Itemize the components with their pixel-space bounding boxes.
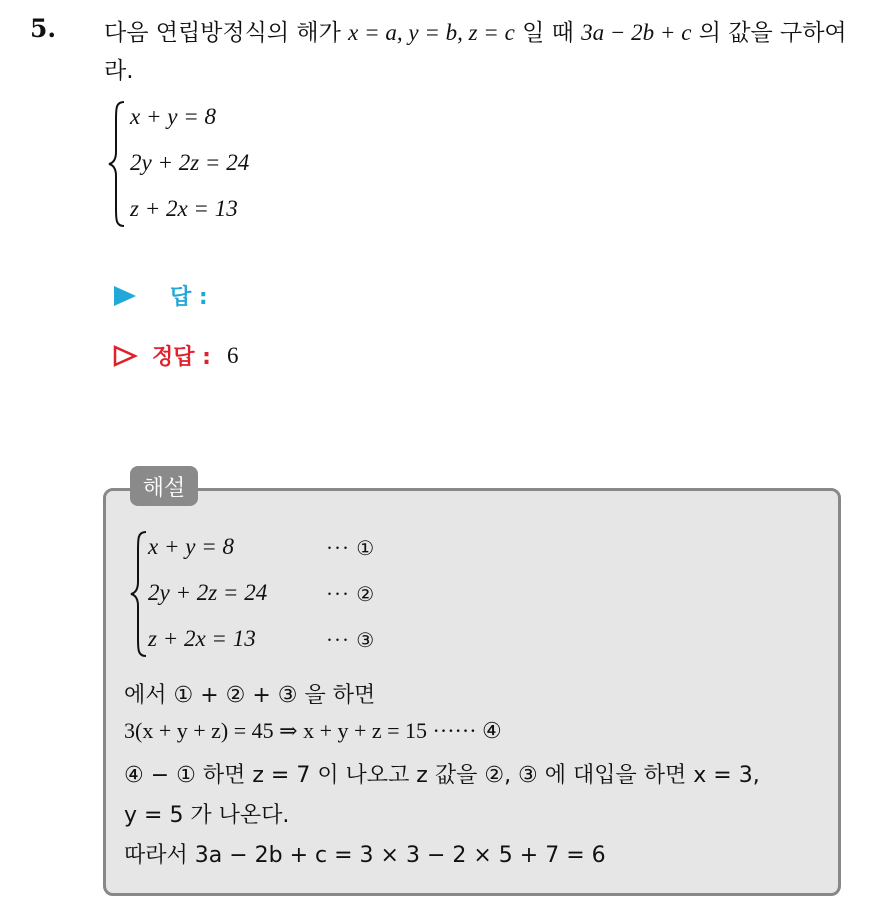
solution-line-4: y = 5 가 나온다.: [124, 803, 290, 828]
correct-answer-label: 정답 :: [152, 345, 211, 370]
circled-three-marker: ③: [356, 628, 376, 652]
answer-row: [112, 280, 208, 311]
circled-two-marker: ②: [356, 582, 376, 606]
equation-1: x + y = 8: [130, 104, 216, 129]
correct-answer-row: [112, 340, 238, 371]
question-number: 5.: [30, 14, 57, 43]
question-text-before: 다음 연립방정식의 해가: [104, 20, 349, 46]
equation-2: 2y + 2z = 24: [130, 150, 250, 175]
condition-z: z = c: [468, 20, 515, 45]
outline-triangle-icon: [112, 344, 138, 368]
solution-tab: 해설: [130, 466, 198, 506]
circled-one-marker: ①: [356, 536, 376, 560]
equation-system: [108, 100, 368, 228]
correct-answer-value: 6: [226, 342, 239, 368]
question-text: [104, 14, 874, 90]
solution-line-1: 에서 ① + ② + ③ 을 하면: [124, 683, 376, 708]
question-text-mid: 일 때: [514, 20, 582, 46]
solution-equation-2: 2y + 2z = 24: [148, 580, 268, 605]
condition-x: x = a,: [348, 20, 409, 45]
condition-y: y = b,: [408, 20, 469, 45]
question-text-after: 의 값을 구하여라.: [104, 20, 847, 84]
solution-equation-system: [130, 530, 430, 658]
equation-marker-3: [326, 628, 375, 653]
target-expression: 3a − 2b + c: [581, 20, 692, 45]
play-triangle-icon: [112, 284, 138, 308]
marker-dots: ···: [326, 582, 350, 606]
marker-dots: ···: [326, 536, 350, 560]
solution-line-3: ④ − ① 하면 z = 7 이 나오고 z 값을 ②, ③ 에 대입을 하면 x = 3,: [124, 763, 760, 788]
solution-line-5: 따라서 3a − 2b + c = 3 × 3 − 2 × 5 + 7 = 6: [124, 843, 606, 868]
left-brace-icon: [108, 100, 126, 228]
solution-equation-3: z + 2x = 13: [148, 626, 256, 651]
solution-line-2: 3(x + y + z) = 45 ⇒ x + y + z = 15 ······ ④: [124, 718, 502, 743]
solution-equation-1: x + y = 8: [148, 534, 234, 559]
equation-3: z + 2x = 13: [130, 196, 238, 221]
marker-dots: ···: [326, 628, 350, 652]
equation-marker-1: [326, 536, 375, 561]
equation-marker-2: [326, 582, 375, 607]
answer-label: 답 :: [170, 285, 208, 310]
left-brace-icon: [130, 530, 148, 658]
